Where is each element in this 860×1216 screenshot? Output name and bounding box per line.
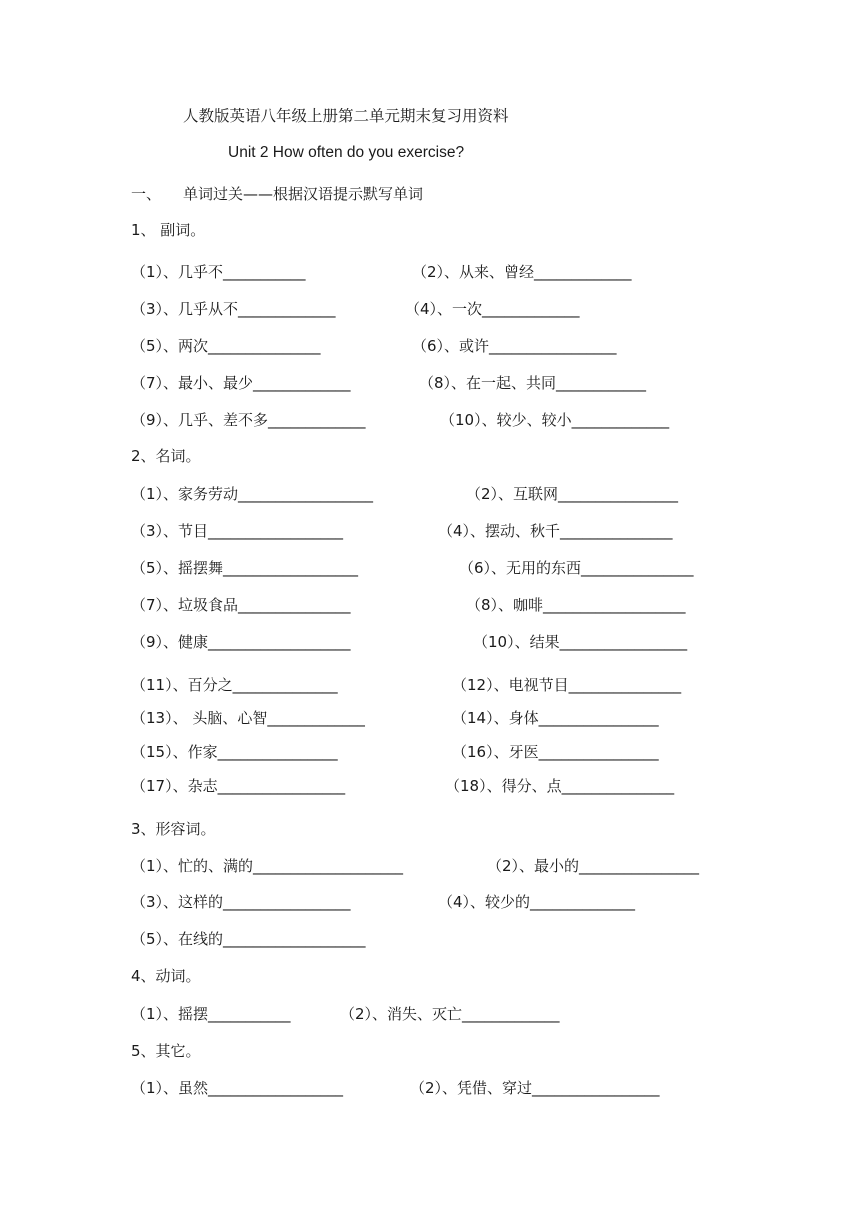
list-item: （4）、摆动、秋千_______________ <box>438 522 673 540</box>
list-item: （2）、从来、曾经_____________ <box>412 263 632 281</box>
list-item: （2）、互联网________________ <box>466 485 679 503</box>
list-item: （6）、无用的东西_______________ <box>459 559 694 577</box>
list-item: （7）、垃圾食品_______________ <box>131 596 351 614</box>
unit-subtitle: Unit 2 How often do you exercise? <box>228 144 465 161</box>
list-item: （5）、两次_______________ <box>131 337 321 355</box>
list-item: （4）、较少的______________ <box>438 893 636 911</box>
list-item: （2）、凭借、穿过_________________ <box>410 1079 660 1097</box>
list-item: （16）、牙医________________ <box>452 743 659 761</box>
group-heading-verbs: 4、动词。 <box>131 967 201 985</box>
list-item: （5）、摇摆舞__________________ <box>131 559 359 577</box>
list-item: （1）、忙的、满的____________________ <box>131 857 404 875</box>
list-item: （2）、消失、灭亡_____________ <box>340 1005 560 1023</box>
list-item: （11）、百分之______________ <box>131 676 338 694</box>
list-item: （10）、较少、较小_____________ <box>440 411 670 429</box>
list-item: （4）、一次_____________ <box>405 300 580 318</box>
list-item: （8）、在一起、共同____________ <box>419 374 647 392</box>
section-heading: 单词过关——根据汉语提示默写单词 <box>183 185 424 203</box>
page-title: 人教版英语八年级上册第二单元期末复习用资料 <box>183 107 509 125</box>
list-item: （12）、电视节目_______________ <box>452 676 682 694</box>
list-item: （9）、几乎、差不多_____________ <box>131 411 366 429</box>
list-item: （10）、结果_________________ <box>473 633 688 651</box>
section-marker: 一、 <box>131 185 162 203</box>
group-heading-others: 5、其它。 <box>131 1042 201 1060</box>
list-item: （5）、在线的___________________ <box>131 930 366 948</box>
list-item: （1）、虽然__________________ <box>131 1079 344 1097</box>
list-item: （3）、节目__________________ <box>131 522 344 540</box>
list-item: （7）、最小、最少_____________ <box>131 374 351 392</box>
list-item: （3）、这样的_________________ <box>131 893 351 911</box>
group-heading-adverbs: 1、 副词。 <box>131 221 206 239</box>
list-item: （1）、几乎不___________ <box>131 263 306 281</box>
list-item: （3）、几乎从不_____________ <box>131 300 336 318</box>
list-item: （6）、或许_________________ <box>412 337 617 355</box>
list-item: （2）、最小的________________ <box>487 857 700 875</box>
list-item: （15）、作家________________ <box>131 743 338 761</box>
list-item: （8）、咖啡___________________ <box>466 596 686 614</box>
group-heading-adjectives: 3、形容词。 <box>131 820 216 838</box>
list-item: （1）、摇摆___________ <box>131 1005 291 1023</box>
list-item: （9）、健康___________________ <box>131 633 351 651</box>
list-item: （17）、杂志_________________ <box>131 777 346 795</box>
list-item: （18）、得分、点_______________ <box>445 777 675 795</box>
list-item: （13）、 头脑、心智_____________ <box>131 709 365 727</box>
list-item: （14）、身体________________ <box>452 709 659 727</box>
group-heading-nouns: 2、名词。 <box>131 447 201 465</box>
list-item: （1）、家务劳动__________________ <box>131 485 374 503</box>
